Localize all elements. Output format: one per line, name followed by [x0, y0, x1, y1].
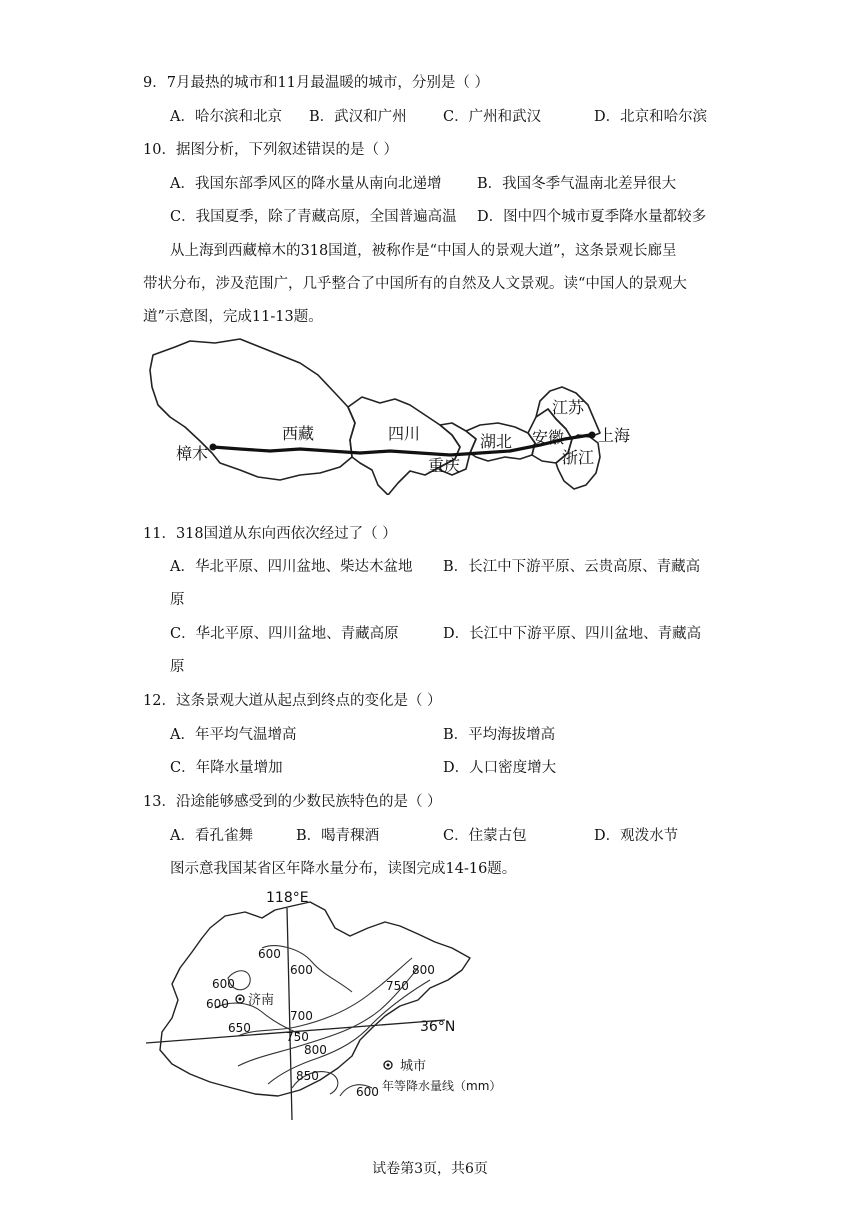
route-318-map — [0, 335, 860, 495]
legend-city-label: 城市 — [400, 1059, 427, 1074]
q13-option-c: C．住蒙古包 — [443, 828, 527, 844]
q11-option-d: D．长江中下游平原、四川盆地、青藏高 — [443, 626, 702, 642]
q10-stem: 10．据图分析，下列叙述错误的是（ ） — [143, 142, 399, 158]
q11-option-b: B．长江中下游平原、云贵高原、青藏高 — [443, 559, 701, 575]
label-zhangmu: 樟木 — [176, 444, 209, 463]
precipitation-map — [0, 888, 860, 1138]
label-36n: 36°N — [420, 1019, 456, 1035]
label-jiangsu: 江苏 — [552, 398, 585, 417]
intro-318-line-1: 从上海到西藏樟木的318国道，被称作是“中国人的景观大道”，这条景观长廊呈 — [170, 243, 677, 259]
intro-318-line-2: 带状分布，涉及范围广，几乎整合了中国所有的自然及人文景观。读“中国人的景观大 — [143, 276, 687, 292]
q9-stem: 9．7月最热的城市和11月最温暖的城市，分别是（ ） — [143, 75, 490, 91]
isoline-label-600-a: 600 — [258, 947, 281, 961]
q11-option-d-cont: 原 — [170, 659, 185, 675]
q9-option-b: B．武汉和广州 — [309, 109, 407, 125]
q10-option-d: D．图中四个城市夏季降水量都较多 — [477, 209, 707, 225]
label-anhui: 安徽 — [532, 428, 565, 447]
label-chongqing: 重庆 — [428, 456, 461, 475]
isoline-label-650: 650 — [228, 1021, 251, 1035]
q12-option-b: B．平均海拔增高 — [443, 727, 556, 743]
sichuan-outline — [348, 397, 460, 495]
q11-option-b-cont: 原 — [170, 592, 185, 608]
q11-option-a: A．华北平原、四川盆地、柴达木盆地 — [170, 559, 413, 575]
q12-option-a: A．年平均气温增高 — [170, 727, 297, 743]
label-118e: 118°E — [266, 890, 309, 906]
q13-option-b: B．喝青稞酒 — [296, 828, 380, 844]
isoline-label-600-d: 600 — [206, 997, 229, 1011]
q12-option-d: D．人口密度增大 — [443, 760, 557, 776]
label-jinan: 济南 — [248, 993, 275, 1008]
q9-option-d: D．北京和哈尔滨 — [594, 109, 708, 125]
q10-option-b: B．我国冬季气温南北差异很大 — [477, 176, 677, 192]
q10-option-a: A．我国东部季风区的降水量从南向北递增 — [170, 176, 442, 192]
isoline-label-850: 850 — [296, 1069, 319, 1083]
isoline-label-600-c: 600 — [212, 977, 235, 991]
zhangmu-point — [210, 444, 217, 451]
isoline-label-800-b: 800 — [304, 1043, 327, 1057]
intro-318-line-3: 道”示意图，完成11-13题。 — [143, 309, 323, 325]
intro-precip: 图示意我国某省区年降水量分布，读图完成14-16题。 — [170, 861, 517, 877]
isoline-label-600-b: 600 — [290, 963, 313, 977]
legend-isoline-value: 600 — [356, 1085, 379, 1099]
q12-stem: 12．这条景观大道从起点到终点的变化是（ ） — [143, 693, 442, 709]
label-tibet: 西藏 — [282, 424, 315, 443]
label-zhejiang: 浙江 — [562, 448, 595, 467]
q11-stem: 11．318国道从东向西依次经过了（ ） — [143, 526, 397, 542]
label-sichuan: 四川 — [388, 424, 421, 443]
q11-option-c: C．华北平原、四川盆地、青藏高原 — [170, 626, 399, 642]
q13-option-a: A．看孔雀舞 — [170, 828, 253, 844]
q9-option-a: A．哈尔滨和北京 — [170, 109, 282, 125]
page-footer: 试卷第3页，共6页 — [372, 1161, 488, 1177]
q13-stem: 13．沿途能够感受到的少数民族特色的是（ ） — [143, 794, 442, 810]
isoline-label-700: 700 — [290, 1009, 313, 1023]
label-hubei: 湖北 — [480, 432, 513, 451]
shanghai-point — [589, 432, 596, 439]
q9-option-c: C．广州和武汉 — [443, 109, 542, 125]
legend-isoline-label: 年等降水量线（mm） — [382, 1079, 502, 1093]
q13-option-d: D．观泼水节 — [594, 828, 679, 844]
q12-option-c: C．年降水量增加 — [170, 760, 283, 776]
label-shanghai: 上海 — [598, 426, 631, 445]
isoline-label-750-a: 750 — [386, 979, 409, 993]
q10-option-c: C．我国夏季，除了青藏高原，全国普遍高温 — [170, 209, 457, 225]
isoline-label-750-b: 750 — [286, 1030, 309, 1044]
isoline-label-800-a: 800 — [412, 963, 435, 977]
